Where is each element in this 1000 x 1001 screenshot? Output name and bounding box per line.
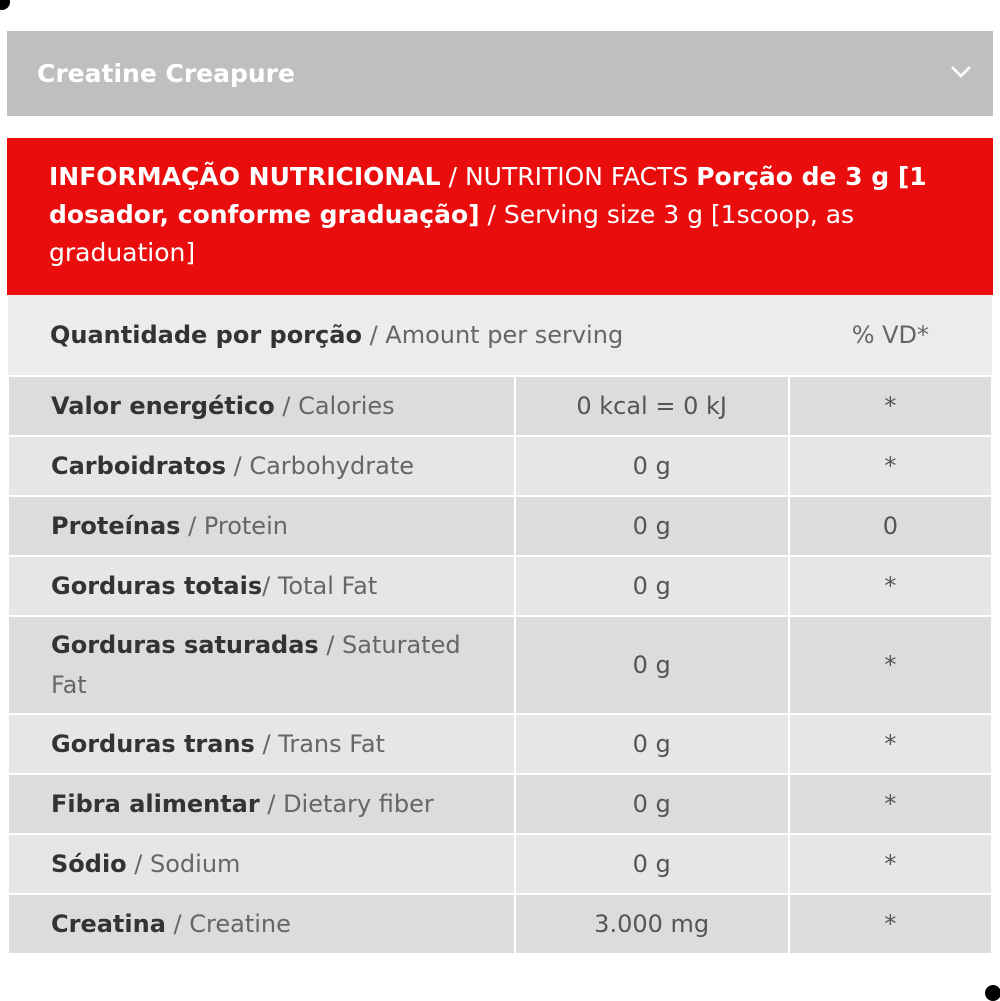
title-pt: INFORMAÇÃO NUTRICIONAL [49,162,441,191]
nutrient-label [8,616,515,714]
nutrient-label-pt: Valor energético [51,392,275,420]
nutrient-dv: * [789,436,992,496]
nutrient-value: 0 kcal = 0 kJ [515,376,789,436]
table-header-row [8,295,992,376]
nutrient-label-pt: Fibra alimentar [51,790,260,818]
table-row [8,556,992,616]
nutrient-value: 0 g [515,714,789,774]
nutrient-label-pt: Gorduras saturadas [51,631,319,659]
nutrient-label-pt: Sódio [51,850,127,878]
nutrient-value: 3.000 mg [515,894,789,954]
nutrient-label [8,556,515,616]
nutrient-label [8,496,515,556]
nutrient-label-en: / Protein [180,512,288,540]
nutrient-value: 0 g [515,834,789,894]
nutrient-label [8,894,515,954]
corner-marker [985,985,1000,1001]
nutrient-label-pt: Gorduras trans [51,730,255,758]
nutrient-value: 0 g [515,496,789,556]
table-row [8,616,992,714]
nutrient-dv: * [789,556,992,616]
nutrient-label [8,714,515,774]
title-en: / NUTRITION FACTS [440,162,697,191]
amount-label-en: / Amount per serving [361,321,624,349]
nutrient-label-en: / Saturated Fat [51,631,461,699]
nutrient-value: 0 g [515,436,789,496]
accordion-title: Creatine Creapure [37,59,295,88]
nutrient-label-en: / Creatine [165,910,291,938]
nutrient-dv: * [789,774,992,834]
serving-pt: Porção de 3 g [1 dosador, conforme graduação] [49,162,927,229]
nutrient-dv: 0 [789,496,992,556]
nutrient-label-pt: Creatina [51,910,166,938]
table-row [8,834,992,894]
table-row [8,894,992,954]
nutrient-label-pt: Gorduras totais [51,572,263,600]
nutrient-label [8,436,515,496]
table-row [8,774,992,834]
table-row [8,436,992,496]
nutrient-label-en: / Carbohydrate [226,452,414,480]
table-row [8,376,992,436]
nutrition-table [7,295,993,955]
nutrient-label-en: / Trans Fat [254,730,385,758]
nutrient-dv: * [789,376,992,436]
nutrient-value: 0 g [515,556,789,616]
table-row [8,714,992,774]
table-row [8,496,992,556]
nutrient-label-en: / Total Fat [262,572,378,600]
nutrition-facts-header [7,138,993,295]
nutrient-label [8,834,515,894]
nutrient-value: 0 g [515,774,789,834]
nutrient-label [8,376,515,436]
nutrient-label-en: / Dietary fiber [259,790,434,818]
nutrient-dv: * [789,834,992,894]
nutrient-label-en: / Calories [274,392,395,420]
nutrient-label-pt: Carboidratos [51,452,226,480]
chevron-down-icon[interactable] [949,59,973,83]
nutrient-label-pt: Proteínas [51,512,181,540]
dv-header: % VD* [789,295,992,376]
nutrient-label [8,774,515,834]
serving-en: / Serving size 3 g [1scoop, as graduation] [49,200,855,267]
nutrient-value: 0 g [515,616,789,714]
corner-marker [0,0,10,10]
nutrient-label-en: / Sodium [126,850,241,878]
nutrient-dv: * [789,714,992,774]
accordion-header[interactable] [7,31,993,116]
nutrient-dv: * [789,616,992,714]
amount-label-pt: Quantidade por porção [50,321,362,349]
nutrient-dv: * [789,894,992,954]
